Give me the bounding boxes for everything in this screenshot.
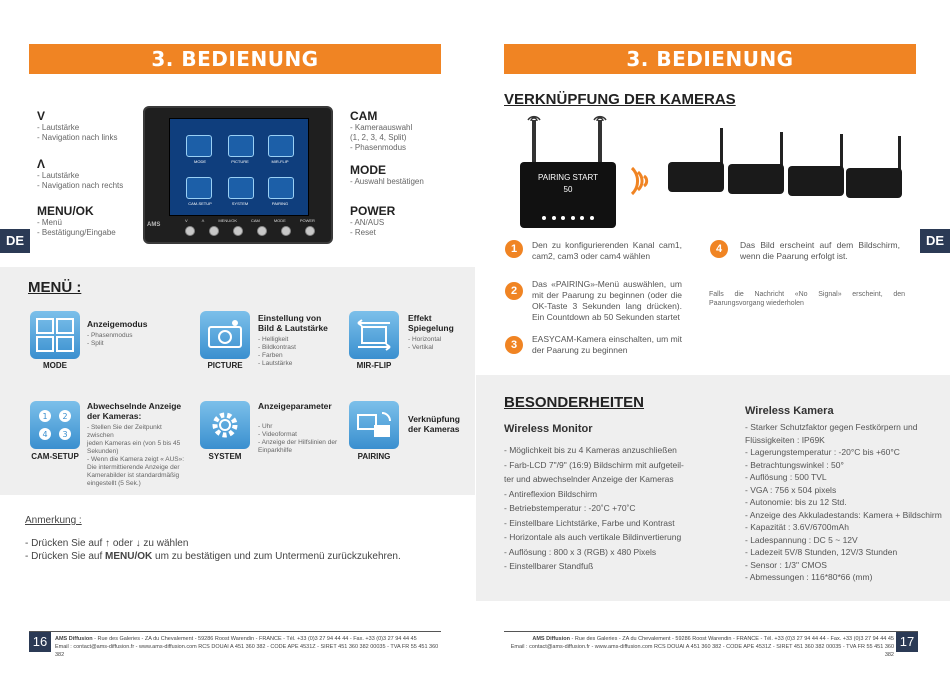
monitor-button-cam	[257, 226, 267, 236]
mirflip-icon	[349, 311, 399, 359]
right-footer-text	[504, 635, 894, 659]
antenna-right	[598, 120, 602, 164]
svg-text:3: 3	[62, 430, 68, 439]
control-mode	[350, 163, 450, 187]
monitor-buttons	[185, 226, 315, 236]
left-footer-text	[55, 635, 445, 659]
camera-spec-item: - Ladespannung : DC 5 ~ 12V	[745, 534, 858, 545]
svg-text:4: 4	[42, 430, 48, 439]
mode-caption: MODE	[43, 361, 67, 370]
cameras-illustration	[668, 128, 908, 200]
right-footer-line1: - Rue des Galeries - ZA du Chevalement - 59286 Roost Warendin - FRANCE - Tél. +33 (0)3 27 94 44 44 - Fax. +33 (0)3 27 94 44 45	[569, 636, 894, 642]
left-page-number: 16	[29, 632, 51, 652]
control-mode-desc: - Auswahl bestätigen	[350, 177, 424, 186]
control-power	[350, 204, 450, 238]
screen-label-picture: PICTURE	[231, 159, 249, 164]
step-1-text: Den zu konfigurierenden Kanal cam1, cam2, cam3 oder cam4 wählen	[532, 240, 682, 261]
arrow-up-icon: ↑	[105, 538, 111, 549]
screen-label-camsetup: CAM-SETUP	[188, 201, 212, 206]
monitor-spec-list	[504, 443, 729, 574]
pairing-screen-text	[526, 172, 610, 196]
wireless-signal-icon	[628, 160, 658, 202]
camsetup-icon	[30, 401, 80, 449]
pairing-caption: PAIRING	[357, 452, 391, 461]
right-banner: 3. BEDIENUNG	[504, 44, 916, 74]
note-line-1-a: - Drücken Sie auf	[25, 538, 106, 549]
monitor-label-mode: MODE	[273, 218, 286, 223]
signal-right-icon	[592, 112, 608, 122]
menu-item-mode-title: Anzeigemodus	[87, 319, 148, 329]
control-menuok	[37, 204, 147, 238]
control-power-desc: - AN/AUS - Reset	[350, 218, 385, 237]
no-signal-note: Falls die Nachricht «No Signal» erscheint, den Paarungsvorgang wiederholen	[709, 291, 905, 307]
monitor-spec-title: Wireless Monitor	[504, 423, 593, 435]
screen-label-pairing: PAIRING	[271, 201, 289, 206]
menu-item-camsetup	[87, 401, 187, 488]
menu-item-system-desc: - Uhr - Videoformat - Anzeige der Hilfslinien der Einparkhilfe	[258, 423, 338, 454]
monitor-spec-item: - Möglichkeit bis zu 4 Kameras anzuschließen	[504, 445, 677, 455]
mirflip-caption: MIR-FLIP	[356, 361, 392, 370]
picture-caption: PICTURE	[207, 361, 243, 370]
screen-label-system: SYSTEM	[231, 201, 249, 206]
note-line-2	[25, 551, 401, 562]
right-footer-company: AMS Diffusion	[532, 636, 570, 642]
control-v	[37, 109, 147, 143]
monitor-spec-item: - Horizontale als auch vertikale Bildinvertierung	[504, 532, 682, 542]
right-page-number: 17	[896, 632, 918, 652]
camera-spec-item: - VGA : 756 x 504 pixels	[745, 484, 837, 495]
screen-picture-icon	[228, 135, 254, 157]
monitor-label-v: V	[185, 218, 188, 223]
system-caption: SYSTEM	[208, 452, 242, 461]
monitor-spec-item: - Einstellbare Lichtstärke, Farbe und Kontrast	[504, 517, 675, 528]
menu-item-picture-title: Einstellung von Bild & Lautstärke	[258, 313, 328, 333]
right-lang-tab: DE	[920, 229, 950, 253]
step-1-badge: 1	[505, 240, 523, 258]
menu-item-mode-desc: - Phasenmodus - Split	[87, 332, 133, 347]
screen-label-mode: MODE	[194, 159, 206, 164]
monitor-brand-logo: AMS	[147, 222, 161, 228]
features-heading: BESONDERHEITEN	[504, 394, 645, 411]
screen-mirflip-icon	[268, 135, 294, 157]
control-cam-desc: - Kameraauswahl (1, 2, 3, 4, Split) - Phasenmodus	[350, 123, 413, 152]
step-4-text: Das Bild erscheint auf dem Bildschirm, wenn die Paarung erfolgt ist.	[740, 240, 900, 261]
step-4-badge: 4	[710, 240, 728, 258]
menu-item-camsetup-title: Abwechselnde Anzeige der Kameras:	[87, 401, 182, 421]
monitor-button-mode	[281, 226, 291, 236]
monitor-label-power: POWER	[299, 218, 315, 223]
monitor-spec-item: ter und abwechselnder Anzeige der Kameras	[504, 474, 674, 484]
monitor-spec-item: - Einstellbarer Standfuß	[504, 561, 594, 571]
pairing-screen-line1: PAIRING START	[537, 173, 598, 182]
camera-spec-item: - Autonomie: bis zu 12 Std.	[745, 497, 847, 507]
camera-4	[846, 168, 902, 198]
screen-system-icon	[228, 177, 254, 199]
monitor-button-labels	[185, 218, 315, 223]
camera-spec-item: - Abmessungen : 116*80*66 (mm)	[745, 572, 873, 582]
camera-2-antenna	[780, 132, 783, 166]
camera-spec-item: - Anzeige des Akkuladestands: Kamera + Bildschirm	[745, 509, 942, 520]
camera-2	[728, 164, 784, 194]
menu-item-camsetup-desc: - Stellen Sie der Zeitpunkt zwischen jeden Kameras ein (von 5 bis 45 Sekunden) - Wenn die Kamera zeigt « AUS»: Die intermittierende Anzeige der Kamerabilder ist standardmäßig eingestellt (5 Sek.)	[87, 424, 185, 487]
control-caret	[37, 157, 147, 191]
menu-item-mirflip-desc: - Horizontal - Vertikal	[408, 336, 442, 351]
screen-mode-icon	[186, 135, 212, 157]
control-cam	[350, 109, 450, 153]
screen-label-mirflip: MIR-FLIP	[271, 159, 289, 164]
monitor-label-cam: CAM	[250, 218, 260, 223]
menu-item-mode	[87, 319, 187, 348]
note-line-1	[25, 538, 188, 549]
monitor-spec-item: - Antireflexion Bildschirm	[504, 488, 598, 499]
camera-spec-item: - Starker Schutzfaktor gegen Festkörpern und	[745, 422, 918, 432]
menu-item-mirflip-title: Effekt Spiegelung	[408, 313, 454, 333]
left-footer-company: AMS Diffusion	[55, 636, 93, 642]
camera-spec-item: - Auflösung : 500 TVL	[745, 472, 827, 482]
control-caret-title: Λ	[37, 157, 46, 171]
pairing-screen-line2: 50	[563, 185, 573, 194]
monitor-image	[143, 106, 333, 244]
monitor-label-caret: Λ	[201, 218, 205, 223]
signal-left-icon	[526, 112, 542, 122]
camera-spec-title: Wireless Kamera	[745, 405, 834, 417]
control-v-desc: - Lautstärke - Navigation nach links	[37, 123, 118, 142]
note-line-1-b: oder	[110, 538, 136, 549]
note-line-2-a: - Drücken Sie auf	[25, 551, 106, 562]
control-power-title: POWER	[350, 204, 396, 218]
pairing-monitor	[520, 162, 616, 228]
menu-item-pairing	[408, 414, 474, 434]
monitor-spec-item: - Auflösung : 800 x 3 (RGB) x 480 Pixels	[504, 546, 657, 557]
monitor-button-menuok	[233, 226, 243, 236]
monitor-button-v	[185, 226, 195, 236]
camera-3-antenna	[840, 134, 843, 168]
svg-text:2: 2	[62, 412, 68, 421]
antenna-left	[532, 120, 536, 164]
step-3-text: EASYCAM-Kamera einschalten, um mit der Paarung zu beginnen	[532, 334, 682, 355]
menu-item-picture-desc: - Helligkeit - Bildkontrast - Farben - Lautstärke	[258, 336, 296, 367]
left-footer-line1: - Rue des Galeries - ZA du Chevalement - 59286 Roost Warendin - FRANCE - Tél. +33 (0)3 27 94 44 44 - Fax. +33 (0)3 27 94 44 45	[92, 636, 417, 642]
camera-spec-item: - Ladezeit 5V/8 Stunden, 12V/3 Stunden	[745, 547, 898, 557]
step-2-text: Das «PAIRING»-Menü auswählen, um mit der Paarung zu beginnen (oder die OK-Taste 3 Sekunden lang drücken). Ein Countdown ab 50 Sekunden startet	[532, 279, 682, 322]
menu-item-mirflip	[408, 313, 474, 352]
camera-1	[668, 162, 724, 192]
menu-item-pairing-title: Verknüpfung der Kameras	[408, 414, 460, 434]
monitor-spec-item: - Betriebstemperatur : -20˚C +70˚C	[504, 503, 636, 513]
note-line-1-c: zu wählen	[140, 538, 189, 549]
note-line-2-c: um zu bestätigen und zum Untermenü zurückzukehren.	[152, 551, 401, 562]
step-2-badge: 2	[505, 282, 523, 300]
control-menuok-desc: - Menü - Bestätigung/Eingabe	[37, 218, 116, 237]
left-lang-tab: DE	[0, 229, 30, 253]
screen-camsetup-icon	[186, 177, 212, 199]
menu-item-system	[258, 401, 348, 455]
camsetup-caption: CAM-SETUP	[31, 452, 79, 461]
camera-spec-item: Flüssigkeiten : IP69K	[745, 434, 825, 445]
left-footer-line2: Email : contact@ams-diffusion.fr - www.ams-diffusion.com RCS DOUAI A 451 360 382 - CODE APE 4531Z - SIRET 451 360 382 00035 - TVA FR 55 451 360 382	[55, 644, 439, 658]
camera-spec-item: - Betrachtungswinkel : 50°	[745, 459, 844, 470]
monitor-button-power	[305, 226, 315, 236]
camera-1-antenna	[720, 128, 723, 164]
right-footer-rule	[504, 631, 918, 632]
mode-icon	[30, 311, 80, 359]
menu-item-picture	[258, 313, 348, 368]
control-mode-title: MODE	[350, 163, 386, 177]
pairing-heading: VERKNÜPFUNG DER KAMERAS	[504, 91, 736, 108]
note-heading: Anmerkung :	[25, 515, 82, 526]
control-caret-desc: - Lautstärke - Navigation nach rechts	[37, 171, 124, 190]
left-banner: 3. BEDIENUNG	[29, 44, 441, 74]
camera-spec-item: - Lagerungstemperatur : -20°C bis +60°C	[745, 447, 900, 457]
picture-icon	[200, 311, 250, 359]
right-footer-line2: Email : contact@ams-diffusion.fr - www.ams-diffusion.com RCS DOUAI A 451 360 382 - CODE APE 4531Z - SIRET 451 360 382 00035 - TVA FR 55 451 360 382	[510, 644, 894, 658]
control-menuok-title: MENU/OK	[37, 204, 94, 218]
arrow-down-icon: ↓	[135, 538, 141, 549]
camera-3	[788, 166, 844, 196]
pairing-monitor-illustration	[520, 112, 630, 232]
camera-spec-list	[745, 421, 945, 584]
control-v-title: V	[37, 109, 46, 123]
screen-pairing-icon	[268, 177, 294, 199]
menu-heading: MENÜ :	[28, 279, 82, 296]
camera-spec-item: - Sensor : 1/3" CMOS	[745, 559, 827, 570]
pairing-icon	[349, 401, 399, 449]
note-line-2-bold: MENU/OK	[105, 551, 153, 562]
camera-spec-item: - Kapazität : 3.6V/6700mAh	[745, 522, 849, 532]
monitor-spec-item: - Farb-LCD 7"/9" (16:9) Bildschirm mit aufgeteil-	[504, 459, 684, 470]
left-footer-rule	[29, 631, 441, 632]
monitor-button-caret	[209, 226, 219, 236]
control-cam-title: CAM	[350, 109, 378, 123]
camera-4-antenna	[898, 136, 901, 170]
menu-item-system-title: Anzeigeparameter	[258, 401, 332, 411]
monitor-label-menuok: MENU/OK	[218, 218, 237, 223]
monitor-screen	[169, 118, 309, 216]
step-3-badge: 3	[505, 336, 523, 354]
svg-text:1: 1	[42, 412, 48, 421]
system-icon	[200, 401, 250, 449]
pairing-monitor-buttons	[542, 216, 594, 220]
